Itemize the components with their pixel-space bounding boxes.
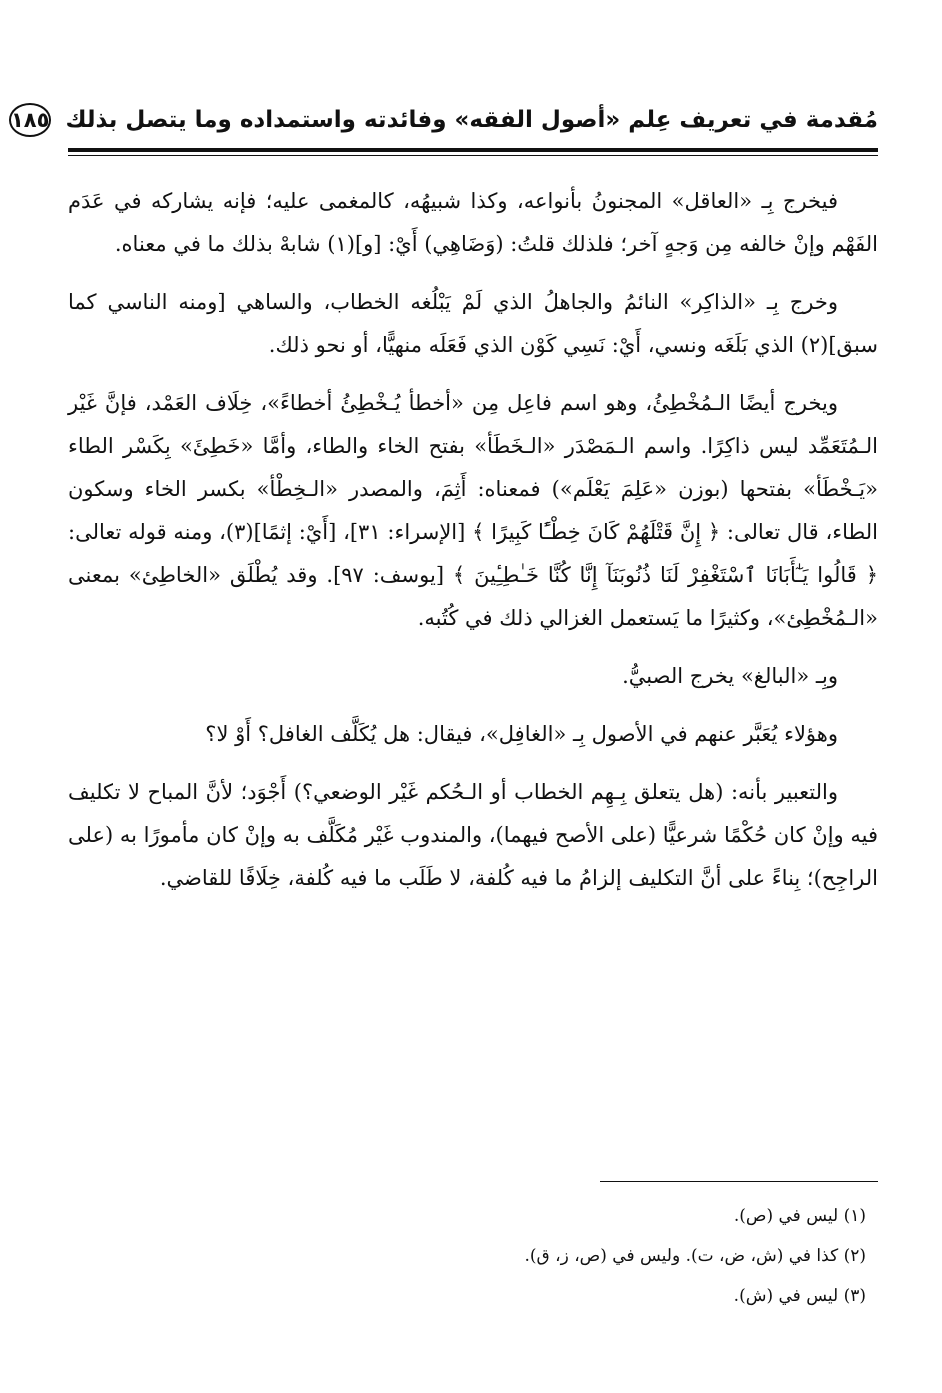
footnote: (١) ليس في (ص). [733, 1206, 866, 1226]
page-number-badge: ١٨٥ [9, 103, 51, 137]
header-title: مُقدمة في تعريف عِلم «أصول الفقه» وفائدته واستمداده وما يتصل بذلك [65, 107, 878, 133]
footnote-separator [600, 1181, 878, 1182]
header-rule-thin [68, 155, 878, 156]
paragraph: وهؤلاء يُعَبَّر عنهم في الأصول بِـ «الغافِل»، فيقال: هل يُكَلَّف الغافل؟ أَوْ لا؟ [205, 722, 838, 746]
header-rule-thick [68, 148, 878, 152]
footnote: (٢) كذا في (ش، ض، ت). وليس في (ص، ز، ق). [524, 1246, 866, 1266]
paragraph: وخرج بِـ «الذاكِر» النائمُ والجاهلُ الذي لَمْ يَبْلُغه الخطاب، والساهي [ومنه الناسي كما سبق](٢) الذي بَلَغَه ونسي، أَيْ: نَسِي كَوْن الذي فَعَلَه منهيًّا، أو نحو ذلك. [68, 290, 878, 357]
paragraph: والتعبير بأنه: (هل يتعلق بِـهِم الخطاب أو الـحُكم غَيْر الوضعي؟) أَجْوَد؛ لأنَّ المباح لا تكليف فيه وإنْ كان حُكْمًا شرعيًّا (على الأصح فيهما)، والمندوب غَيْر مُكَلَّف به وإنْ كان مأمورًا به (على الراجِح)؛ بِناءً على أنَّ التكليف إلزامُ ما فيه كُلفة، لا طَلَب ما فيه كُلفة، خِلَافًا للقاضي. [68, 780, 878, 890]
footnote: (٣) ليس في (ش). [733, 1286, 866, 1306]
running-header [10, 96, 878, 144]
paragraph: وبِـ «البالغ» يخرج الصبيُّ. [622, 664, 838, 688]
book-page [10, 96, 878, 1376]
paragraph: ويخرج أيضًا الـمُخْطِئُ، وهو اسم فاعِل مِن «أخطأ يُـخْطِئُ أخطاءً»، خِلَاف العَمْد، فإنَّ غَيْر الـمُتَعَمِّد ليس ذاكِرًا. واسم الـمَصْدَر «الـخَطَأ» بفتح الخاء والطاء، وأمَّا «خَطِئَ» بِكَسْر الطاء «يَـخْطَأ» بفتحها (بوزن «عَلِمَ يَعْلَم») فمعناه: أَثِمَ، والمصدر «الـخِطْأ» بكسر الخاء وسكون الطاء، قال تعالى: ﴿ إِنَّ قَتْلَهُمْ كَانَ خِطْـًٔا كَبِيرًا ﴾ [الإسراء: ٣١]، [أَيْ: إثمًا](٣)، ومنه قوله تعالى: ﴿ قَالُوا يَـٰٓأَبَانَا ٱسْتَغْفِرْ لَنَا ذُنُوبَنَآ إِنَّا كُنَّا خَـٰطِـِٔينَ ﴾ [يوسف: ٩٧]. وقد يُطْلَق «الخاطِئ» بمعنى «الـمُخْطِئ»، وكثيرًا ما يَستعمل الغزالي ذلك في كُتُبه. [68, 391, 878, 630]
main-text [68, 180, 878, 900]
paragraph: فيخرج بِـ «العاقل» المجنونُ بأنواعه، وكذا شبيهُه، كالمغمى عليه؛ فإنه يشاركه في عَدَم الفَهْم وإنْ خالفه مِن وَجهٍ آخر؛ فلذلك قلتُ: (وَضَاهِي) أَيْ: [و](١) شابهْ بذلك ما في معناه. [68, 189, 878, 256]
footnotes [68, 1196, 878, 1316]
